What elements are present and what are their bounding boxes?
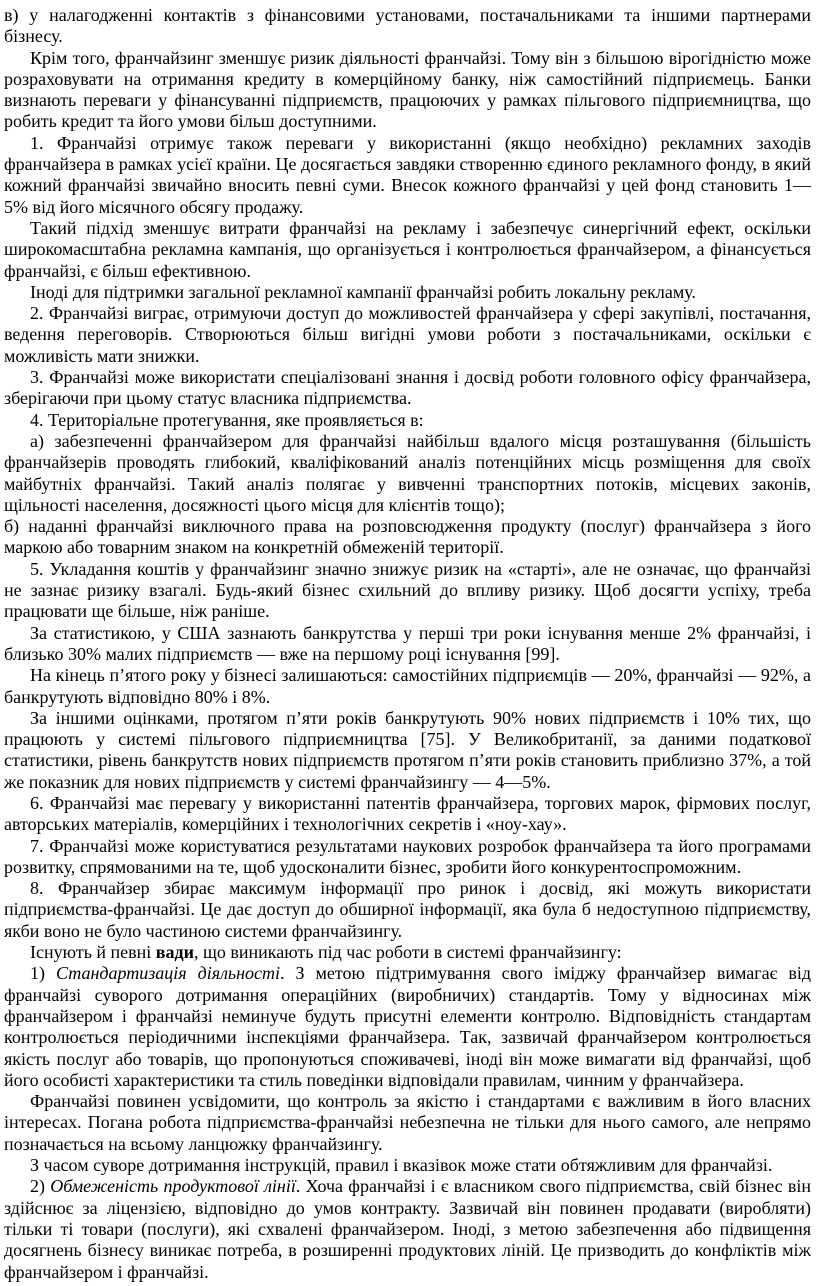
paragraph: Франчайзі повинен усвідомити, що контроль за якістю і стандартами є важливим в його власних інтересах. Погана робота підприємства-франчайзі небезпечна не тільки для нього самого, але непрямо позначається на всьому ланцюжку франчайзингу. bbox=[4, 1091, 811, 1154]
paragraph: Іноді для підтримки загальної рекламної кампанії франчайзі робить локальну рекламу. bbox=[30, 281, 696, 302]
italic-heading: Стандартизація діяльності bbox=[55, 963, 281, 984]
paragraph: 1. Франчайзі отримує також переваги у використанні (якщо необхідно) рекламних заходів франчайзера в рамках усієї країни. Це досягається завдяки створенню єдиного рекламного фонду, в який кожний франчайзі звичайно вносить певні суми. Внесок кожного франчайзі у цей фонд становить 1—5% від його місячного обсягу продажу. bbox=[4, 132, 811, 217]
paragraph: а) забезпеченні франчайзером для франчайзі найбільш вдалого місця розташування (більшість франчайзерів проводять глибокий, кваліфікований аналіз потенційних місць розміщення для своїх майбутніх франчайзі. Такий аналіз полягає у вивченні транспортних потоків, місцевих законів, щільності населення, досяжності цього місця для клієнтів тощо); bbox=[4, 430, 811, 515]
paragraph: 3. Франчайзі може використати спеціалізовані знання і досвід роботи головного офісу франчайзера, зберігаючи при цьому статус власника підприємства. bbox=[4, 367, 811, 409]
paragraph: 2. Франчайзі виграє, отримуючи доступ до можливостей франчайзера у сфері закупівлі, постачання, ведення переговорів. Створюються більш вигідні умови роботи з постачальниками, оскільки є можливість мати знижки. bbox=[4, 303, 811, 366]
text-run: 2) bbox=[30, 1176, 51, 1197]
text-run: Існують й певні bbox=[30, 942, 156, 963]
paragraph bbox=[4, 963, 811, 1091]
paragraph: Крім того, франчайзинг зменшує ризик діяльності франчайзі. Тому він з більшою вірогідністю може розраховувати на отримання кредиту в комерційному банку, ніж самостійний підприємець. Банки визнають переваги у фінансуванні підприємств, працюючих у рамках пільгового підприємництва, що робить кредит та його умови більш доступними. bbox=[4, 47, 811, 132]
paragraph: 7. Франчайзі може користуватися результатами наукових розробок франчайзера та його програмами розвитку, спрямованими на те, щоб удосконалити бізнес, зробити його конкурентоспроможним. bbox=[4, 835, 811, 877]
bold-term: вади bbox=[155, 942, 194, 963]
paragraph: 6. Франчайзі має перевагу у використанні патентів франчайзера, торгових марок, фірмових послуг, авторських матеріалів, комерційних і технологічних секретів і «ноу-хау». bbox=[4, 792, 811, 835]
paragraph: На кінець п’ятого року у бізнесі залишаються: самостійних підприємців — 20%, франчайзі — 92%, а банкрутують відповідно 80% і 8%. bbox=[4, 665, 811, 707]
paragraph: Такий підхід зменшує витрати франчайзі на рекламу і забезпечує синергічний ефект, оскільки широкомасштабна рекламна кампанія, що організується і контролюється франчайзером, а фінансується франчайзі, є більш ефективною. bbox=[4, 217, 811, 281]
italic-heading: Обмеженість продуктової лінії bbox=[50, 1176, 296, 1197]
text-run: 1) bbox=[30, 963, 56, 984]
paragraph: в) у налагодженні контактів з фінансовими установами, постачальниками та іншими партнерами бізнесу. bbox=[4, 5, 811, 47]
paragraph: За іншими оцінками, протягом п’яти років банкрутують 90% нових підприємств і 10% тих, що працюють у системі пільгового підприємництва [75]. У Великобританії, за даними податкової статистики, рівень банкрутств нових підприємств протягом п’яти років становить приблизно 37%, а той же показник для нових підприємств у системі франчайзингу — 4—5%. bbox=[4, 707, 811, 792]
paragraph: б) наданні франчайзі виключного права на розповсюдження продукту (послуг) франчайзера з його маркою або товарним знаком на конкретній обмеженій території. bbox=[4, 516, 811, 558]
paragraph: 5. Укладання коштів у франчайзинг значно знижує ризик на «старті», але не означає, що франчайзі не зазнає ризику взагалі. Будь-який бізнес схильний до впливу ризику. Щоб досягти успіху, треба працювати ще більше, ніж раніше. bbox=[4, 558, 811, 622]
text-run: , що виникають під час роботи в системі франчайзингу: bbox=[194, 942, 622, 963]
paragraph: 8. Франчайзер збирає максимум інформації про ринок і досвід, які можуть використати підприємства-франчайзі. Це дає доступ до обширної інформації, яка була б недоступною підприємству, якби воно не було частиною системи франчайзингу. bbox=[4, 878, 811, 941]
text-run: . Хоча франчайзі і є власником свого підприємства, свій бізнес він здійснює за ліцензією, відповідно до умов контракту. Зазвичай він повинен продавати (виробляти) тільки ті товари (послуги), які схвалені франчайзером. Іноді, з метою забезпечення або підвищення досягнень бізнесу виникає потреба, в розширенні продуктових ліній. Це призводить до конфліктів між франчайзером і франчайзі. bbox=[4, 1176, 811, 1282]
paragraph: 4. Територіальне протегування, яке проявляється в: bbox=[30, 409, 424, 430]
paragraph bbox=[4, 942, 811, 963]
paragraph bbox=[4, 1176, 811, 1282]
paragraph: З часом суворе дотримання інструкцій, правил і вказівок може стати обтяжливим для франчайзі. bbox=[30, 1155, 773, 1176]
text-run: . З метою підтримування свого іміджу франчайзер вимагає від франчайзі суворого дотримання операційних (виробничих) стандартів. Тому у відносинах між франчайзером і франчайзі неминуче будуть присутні елементи контролю. Відповідність стандартам контролюється періодичними інспекціями франчайзера. Так, зазвичай франчайзером контролюється якість послуг або товарів, що пропонуються споживачеві, іноді він може вимагати від франчайзі, щоб його особисті характеристики та стиль поведінки відповідали правилам, чинним у франчайзера. bbox=[4, 963, 811, 1090]
paragraph: За статистикою, у США зазнають банкрутства у перші три роки існування менше 2% франчайзі, і близько 30% малих підприємств — вже на першому році існування [99]. bbox=[4, 622, 811, 664]
